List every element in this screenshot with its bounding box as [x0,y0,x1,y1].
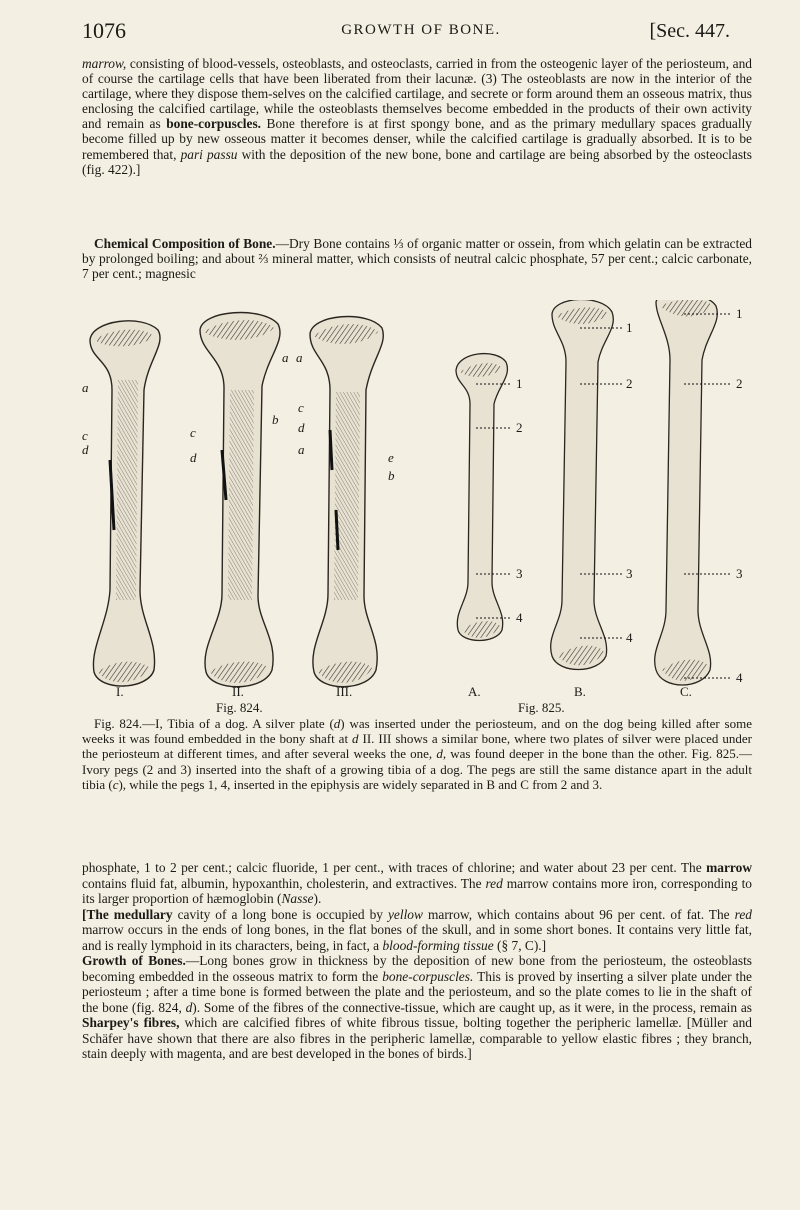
caption-text-5: ), while the pegs 1, 4, inserted in the epiphysis are widely separated in B and C from 2 and 3. [118,776,603,792]
term-sharpeys-fibres: Sharpey's fibres, [82,1015,180,1030]
fig824-label-b: b [272,412,279,427]
term-pari-passu: pari passu [180,146,238,162]
fig824-label-d: d [82,442,89,457]
fig825-label-C: C. [680,684,692,699]
fig824-label-d3: d [298,420,305,435]
caption-text-3: II. III shows a similar bone, where two plates of silver were placed under the periosteum at different times, and after several weeks the one, [82,731,753,762]
p3-text: —Long bones grow in thickness by the deposition of new bone from the periosteum, the osteoblasts becoming embedded in the osseous matrix to form the [82,953,752,984]
bone-figures-illustration [82,300,752,702]
chemical-composition-paragraph [82,236,752,281]
page-header [82,18,760,52]
caption-italic-d: d [333,716,341,731]
citation-nasse: Nasse [281,891,314,906]
term-marrow: marrow [706,860,752,875]
caption-italic-d2: d [352,731,359,747]
p3-text-d: which are calcified fibres of white fibrous tissue, bolting together the peripheric lamellæ. [Müller and Schäfer have shown that there are also fibres in the peripheric lamellæ, comparable to yellow elastic fibres ; they branch, stain deeply with magenta, and are best developed in the bones of birds.] [82,1015,752,1061]
p3-text-c: ). Some of the fibres of the connective-tissue, which are caught up, as it were, in the process, remain as [192,999,752,1015]
caption-text-1: Fig. 824.—I, Tibia of a dog. A silver plate ( [94,716,334,731]
fig824-label-a3: a [296,350,303,365]
fig825-title: Fig. 825. [518,700,565,715]
fig825-bone-C [655,300,732,685]
fig825-C-marker-2: 2 [736,376,743,391]
fig824-label-b2: b [388,468,395,483]
fig824-label-II: II. [232,684,244,699]
caption-text-2: ) was inserted under the periosteum, and on the dog being killed after some weeks it was found embedded in the bony shaft at [82,716,752,747]
term-medullary: [The medullary [82,906,173,922]
running-head: GROWTH OF BONE. [341,22,501,38]
p3-text-b: This is proved by inserting a silver plate under the periosteum ; after a time bone is formed between the plate and the periosteum, and so the plate comes to lie in the shaft of the bone (fig. 824, [82,968,752,1015]
paragraph-medullary [82,907,752,954]
term-yellow: yellow [387,906,423,922]
p2-text-b: marrow, which contains about 96 per cent. of fat. The [422,906,735,922]
p3-italic-d: d [185,999,193,1015]
chemical-heading: Chemical Composition of Bone. [94,236,276,251]
p2-text-c: marrow occurs in the ends of long bones, in the flat bones of the skull, and in some short bones. It contains very little fat, and is really lymphoid in its characters, being, in fact, a [82,922,752,953]
p1-text: phosphate, 1 to 2 per cent.; calcic fluoride, 1 per cent., with traces of chlorine; and water about 23 per cent. The [82,860,707,875]
fig824-label-d2: d [190,450,197,465]
fig825-A-marker-4: 4 [516,610,523,625]
fig824-label-a2: a [282,350,289,365]
term-bone-corpuscles: bone-corpuscles. [166,116,262,132]
term-red: red [485,875,503,891]
fig825-label-A: A. [468,684,481,699]
fig824-label-I: I. [116,684,124,699]
intro-text-3: with the deposition of the new bone, bone and cartilage are being absorbed by the osteoclasts (fig. 422).] [82,146,752,177]
lower-text [82,860,752,1062]
fig824-label-c: c [82,428,88,443]
lead-word: marrow, [82,56,127,71]
term-bone-corpuscles-2: bone-corpuscles. [382,968,474,984]
section-reference: [Sec. 447. [649,20,730,42]
paragraph-marrow [82,860,752,907]
fig825-C-marker-4: 4 [736,670,743,685]
intro-text-2: Bone therefore is at first spongy bone, and as the primary medullary spaces gradually become filled up by new osseous matter it becomes denser, while the calcified cartilage is gradually absorbed. It is to be remembered that, [82,116,752,162]
fig824-bone-I [90,321,160,686]
caption-italic-c: c [112,776,119,792]
fig825-bone-A [456,354,512,641]
figure-caption [82,716,752,792]
chemical-text: —Dry Bone contains ⅓ of organic matter or ossein, from which gelatin can be extracted by prolonged boiling; and about ⅔ mineral matter, which consists of neutral calcic phosphate, 57 per cent.; calcic carbonate, 7 per cent.; magnesic [82,236,752,282]
page-number: 1076 [82,18,126,43]
term-red-2: red [734,906,752,922]
fig825-B-marker-1: 1 [626,320,633,335]
fig824-label-e: e [388,450,394,465]
intro-text: consisting of blood-vessels, osteoblasts, and osteoclasts, carried in from the osteogenic layer of the periosteum, and of course the cartilage cells that have been liberated from their lacunæ. (3) The osteoblasts are now in the interior of the cartilage, where they dispose them-selves on the calcified cartilage, and secrete or form around them an osseous matrix, thus enclosing the calcified cartilage, while the osteoblasts themselves become embedded in the products of their own activity and remain as [82,56,752,132]
fig825-B-marker-4: 4 [626,630,633,645]
fig824-bone-III [310,317,383,687]
fig825-B-marker-3: 3 [626,566,633,581]
fig825-A-marker-1: 1 [516,376,523,391]
p2-text: cavity of a long bone is occupied by [172,906,388,922]
fig824-bone-II [200,313,280,687]
p1-text-d: ). [313,891,322,906]
fig824-label-c2: c [190,425,196,440]
fig825-B-marker-2: 2 [626,376,633,391]
fig825-A-marker-3: 3 [516,566,523,581]
fig824-label-c3: c [298,400,304,415]
caption-text-4: , was found deeper in the bone than the other. Fig. 825.—Ivory pegs (2 and 3) inserted into the shaft of a growing tibia of a dog. The pegs are still the same distance apart in the adult tibia ( [82,746,752,792]
paragraph-growth [82,953,752,1062]
intro-paragraph [82,56,752,177]
caption-italic-d3: d [436,746,443,762]
p1-text-b: contains fluid fat, albumin, hypoxanthin, cholesterin, and extractives. The [82,875,486,891]
fig825-C-marker-3: 3 [736,566,743,581]
fig825-A-marker-2: 2 [516,420,523,435]
fig824-label-a4: a [298,442,305,457]
figures-area [82,300,752,702]
p2-text-d: (§ 7, C).] [493,937,547,953]
fig824-label-a: a [82,380,89,395]
fig825-C-marker-1: 1 [736,306,743,321]
term-blood-forming: blood-forming tissue [382,937,494,953]
fig825-label-B: B. [574,684,586,699]
heading-growth: Growth of Bones. [82,953,186,968]
fig824-title: Fig. 824. [216,700,263,715]
fig824-label-III: III. [336,684,353,699]
p1-text-c: marrow contains more iron, corresponding to its larger proportion of hæmoglobin ( [82,875,752,906]
fig825-bone-B [551,300,622,670]
